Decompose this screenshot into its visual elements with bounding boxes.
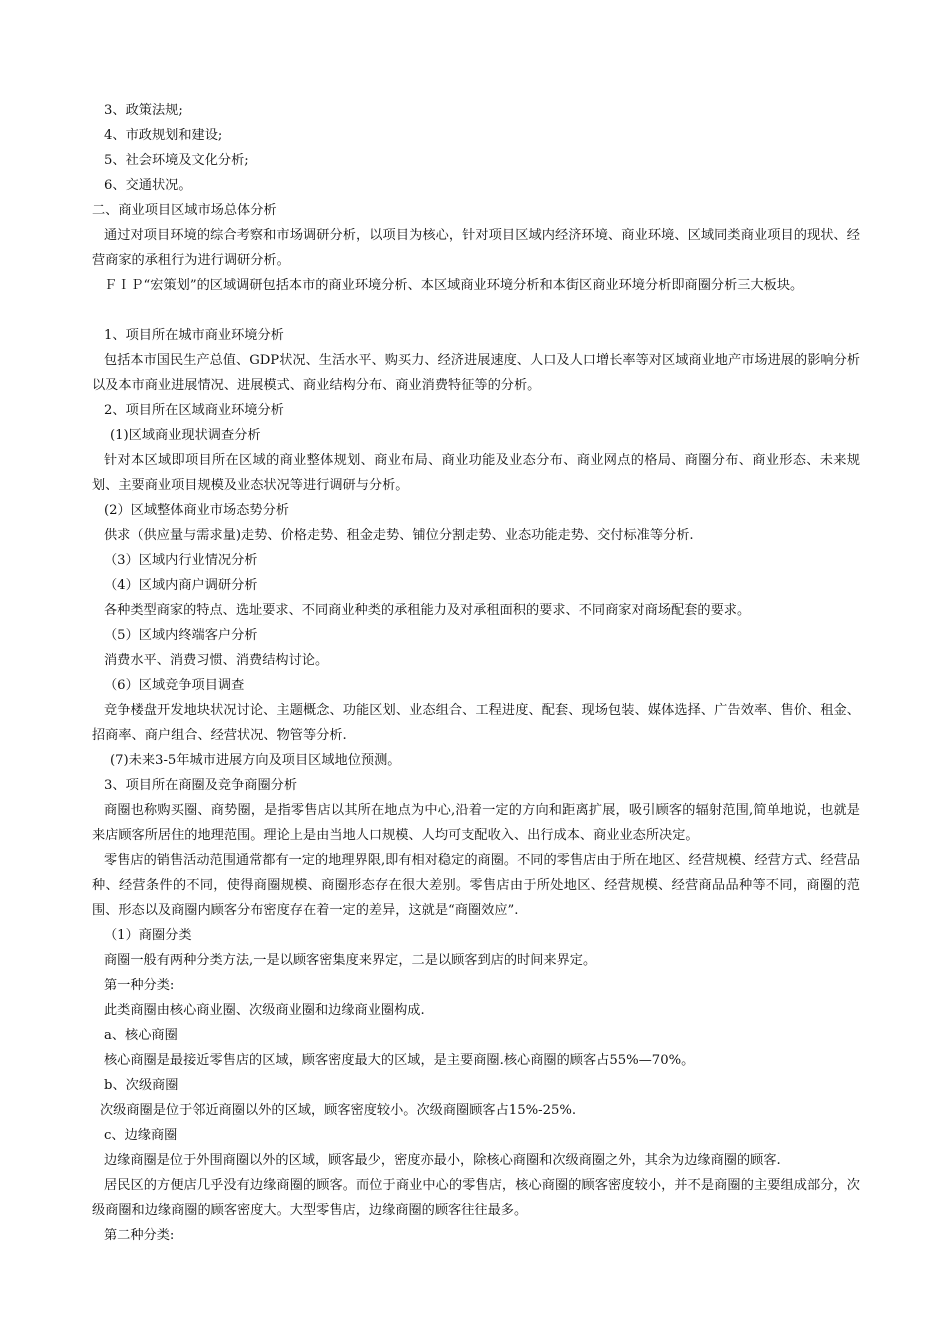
subheading-trade-area: 3、项目所在商圈及竞争商圈分析 bbox=[104, 778, 298, 793]
item-end-customer: （5）区域内终端客户分析 bbox=[104, 628, 258, 643]
paragraph-region-status: 针对本区域即项目所在区域的商业整体规划、商业布局、商业功能及业态分布、商业网点的格局、商圈分布、商业形态、未来规划、主要商业项目规模及业态状况等进行调研与分析。 bbox=[92, 453, 860, 493]
item-future-forecast: (7)未来3-5年城市进展方向及项目区域地位预测。 bbox=[110, 753, 401, 768]
paragraph-first-classification: 此类商圈由核心商业圈、次级商业圈和边缘商业圈构成. bbox=[104, 1003, 425, 1018]
paragraph-secondary-area: 次级商圈是位于邻近商圈以外的区域，顾客密度较小。次级商圈顾客占15%-25%. bbox=[100, 1103, 577, 1118]
item-competition: （6）区域竞争项目调查 bbox=[104, 678, 245, 693]
paragraph-trade-area-definition: 商圈也称购买圈、商势圈，是指零售店以其所在地点为中心,沿着一定的方向和距离扩展，吸引顾客的辐射范围,简单地说，也就是来店顾客所居住的地理范围。理论上是由当地人口规模、人均可支配收入、出行成本、商业业态所决定。 bbox=[92, 803, 860, 843]
paragraph-core-area: 核心商圈是最接近零售店的区域，顾客密度最大的区域，是主要商圈.核心商圈的顾客占55%—70%。 bbox=[104, 1053, 695, 1068]
paragraph-market-trend: 供求（供应量与需求量)走势、价格走势、租金走势、铺位分割走势、业态功能走势、交付标准等分析. bbox=[104, 528, 694, 543]
section-heading-2: 二、商业项目区域市场总体分析 bbox=[92, 203, 277, 218]
list-item-municipal-planning: 4、市政规划和建设; bbox=[104, 128, 223, 143]
paragraph-competition: 竞争楼盘开发地块状况讨论、主题概念、功能区划、业态组合、工程进度、配套、现场包装、媒体选择、广告效率、售价、租金、招商率、商户组合、经营状况、物管等分析. bbox=[92, 703, 860, 743]
item-fringe-area: c、边缘商圈 bbox=[104, 1128, 178, 1143]
paragraph-city-analysis: 包括本市国民生产总值、GDP状况、生活水平、购买力、经济进展速度、人口及人口增长率等对区域商业地产市场进展的影响分析以及本市商业进展情况、进展模式、商业结构分布、商业消费特征等的分析。 bbox=[92, 353, 860, 393]
list-item-policy: 3、政策法规; bbox=[104, 103, 183, 118]
item-trade-area-classification: （1）商圈分类 bbox=[104, 928, 192, 943]
item-merchant-research: （4）区域内商户调研分析 bbox=[104, 578, 258, 593]
item-industry: （3）区域内行业情况分析 bbox=[104, 553, 258, 568]
heading-second-classification: 第二种分类: bbox=[104, 1228, 175, 1243]
paragraph-end-customer: 消费水平、消费习惯、消费结构讨论。 bbox=[104, 653, 329, 668]
item-region-status: (1)区域商业现状调查分析 bbox=[110, 428, 261, 443]
paragraph-merchant-research: 各种类型商家的特点、选址要求、不同商业种类的承租能力及对承租面积的要求、不同商家对商场配套的要求。 bbox=[104, 603, 751, 618]
paragraph-residential-stores: 居民区的方便店几乎没有边缘商圈的顾客。而位于商业中心的零售店，核心商圈的顾客密度较小，并不是商圈的主要组成部分，次级商圈和边缘商圈的顾客密度大。大型零售店，边缘商圈的顾客往往最多。 bbox=[92, 1178, 860, 1218]
item-market-trend: (2）区域整体商业市场态势分析 bbox=[104, 503, 289, 518]
list-item-traffic: 6、交通状况。 bbox=[104, 178, 192, 193]
subheading-region-analysis: 2、项目所在区域商业环境分析 bbox=[104, 403, 284, 418]
list-item-social-environment: 5、社会环境及文化分析; bbox=[104, 153, 249, 168]
item-core-area: a、核心商圈 bbox=[104, 1028, 178, 1043]
paragraph-trade-area-effect: 零售店的销售活动范围通常都有一定的地理界限,即有相对稳定的商圈。不同的零售店由于所在地区、经营规模、经营方式、经营品种、经营条件的不同，使得商圈规模、商圈形态存在很大差别。零售店由于所处地区、经营规模、经营商品品种等不同，商圈的范围、形态以及商圈内顾客分布密度存在着一定的差异，这就是“商圈效应”. bbox=[92, 853, 860, 918]
paragraph-classification-methods: 商圈一般有两种分类方法,一是以顾客密集度来界定，二是以顾客到店的时间来界定。 bbox=[104, 953, 597, 968]
paragraph-fringe-area: 边缘商圈是位于外围商圈以外的区域，顾客最少，密度亦最小，除核心商圈和次级商圈之外，其余为边缘商圈的顾客. bbox=[104, 1153, 781, 1168]
heading-first-classification: 第一种分类: bbox=[104, 978, 175, 993]
subheading-city-analysis: 1、项目所在城市商业环境分析 bbox=[104, 328, 284, 343]
paragraph-intro: 通过对项目环境的综合考察和市场调研分析，以项目为核心，针对项目区域内经济环境、商业环境、区域同类商业项目的现状、经营商家的承租行为进行调研分析。 bbox=[92, 228, 860, 268]
item-secondary-area: b、次级商圈 bbox=[104, 1078, 179, 1093]
paragraph-fip: ＦＩＰ“宏策划”的区域调研包括本市的商业环境分析、本区域商业环境分析和本街区商业环境分析即商圈分析三大板块。 bbox=[104, 278, 804, 293]
